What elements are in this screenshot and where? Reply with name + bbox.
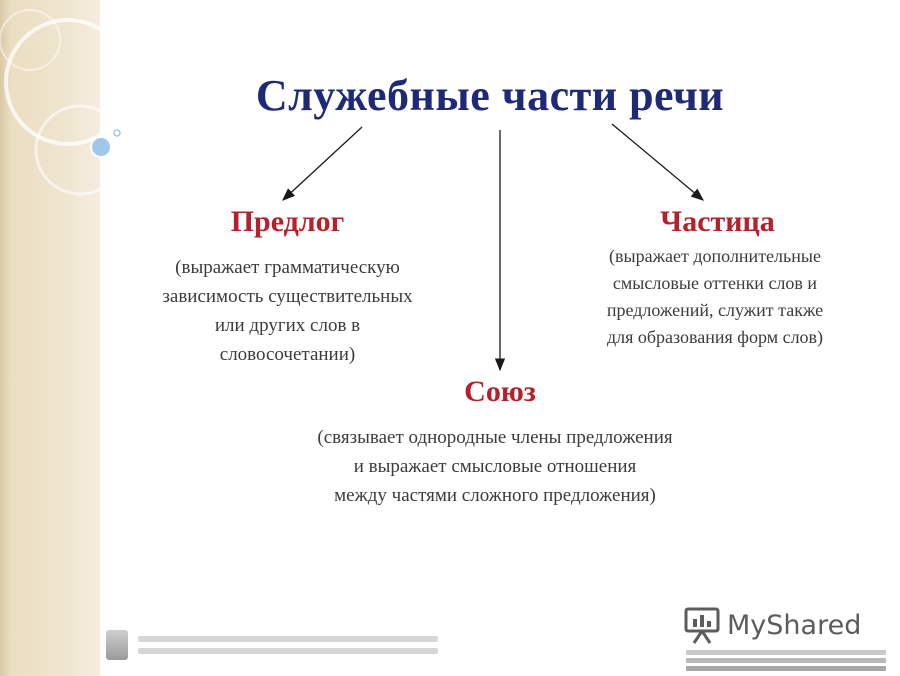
- footer-logo: [106, 630, 128, 660]
- footer-blurred-text: [138, 648, 438, 654]
- preposition-line: (выражает грамматическую: [175, 257, 400, 278]
- presentation-board-icon: [683, 605, 721, 645]
- preposition-heading: Предлог: [230, 205, 345, 238]
- decorative-dot: [114, 130, 120, 136]
- arrow-to-preposition: [283, 127, 362, 200]
- conjunction-heading: Союз: [464, 375, 536, 408]
- conjunction-description: [245, 423, 745, 510]
- arrow-to-particle: [612, 124, 703, 200]
- particle-line: для образования форм слов): [606, 327, 824, 347]
- preposition-line: словосочетании): [219, 344, 356, 365]
- particle-description: [560, 243, 870, 351]
- preposition-line: или других слов в: [214, 315, 361, 336]
- conjunction-line: и выражает смысловые отношения: [353, 456, 637, 477]
- particle-line: предложений, служит также: [606, 300, 824, 320]
- slide-title: Служебные части речи: [255, 71, 725, 120]
- conjunction-line: между частями сложного предложения): [334, 485, 656, 506]
- footer-stripe: [686, 666, 886, 671]
- conjunction-line: (связывает однородные члены предложения: [317, 427, 673, 448]
- myshared-brand: MyShared: [727, 609, 862, 641]
- decorative-side-band: [0, 0, 100, 676]
- preposition-description: [120, 253, 455, 369]
- footer-stripe: [686, 658, 886, 663]
- particle-heading: Частица: [660, 205, 775, 238]
- footer-stripe: [686, 650, 886, 655]
- particle-line: смысловые оттенки слов и: [612, 273, 818, 293]
- preposition-line: зависимость существительных: [162, 286, 413, 307]
- myshared-watermark[interactable]: [683, 603, 861, 647]
- decorative-side-edge: [0, 0, 10, 676]
- footer-blurred-text: [138, 636, 438, 642]
- particle-line: (выражает дополнительные: [609, 246, 821, 266]
